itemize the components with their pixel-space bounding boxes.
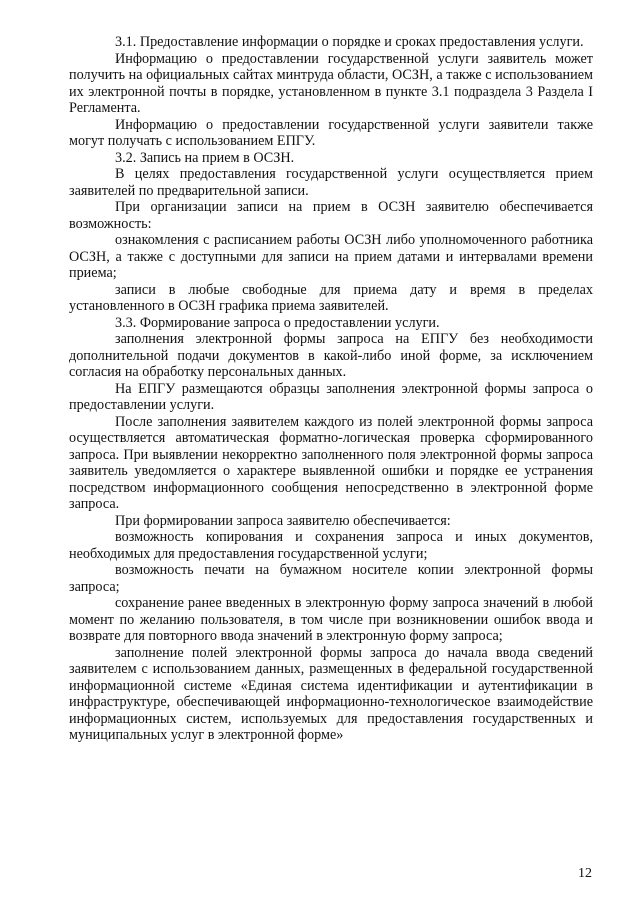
paragraph: Информацию о предоставлении государственной услуги заявители также могут получать с использованием ЕПГУ. (69, 116, 593, 149)
paragraph: ознакомления с расписанием работы ОСЗН либо уполномоченного работника ОСЗН, а также с доступными для записи на прием датами и интервалами времени приема; (69, 232, 593, 281)
paragraph: заполнения электронной формы запроса на ЕПГУ без необходимости дополнительной подачи документов в какой-либо иной форме, за исключением согласия на обработку персональных данных. (69, 331, 593, 380)
paragraph: При формировании запроса заявителю обеспечивается: (115, 512, 451, 529)
paragraph: После заполнения заявителем каждого из полей электронной формы запроса осуществляется автоматическая форматно-логическая проверка сформированного запроса. При выявлении некорректно заполненного поля электронной формы запроса заявитель уведомляется о характере выявленной ошибки и порядке ее устранения посредством информационного сообщения непосредственно в электронной форме запроса. (69, 413, 593, 512)
paragraph: возможность печати на бумажном носителе копии электронной формы запроса; (69, 562, 593, 595)
paragraph: Информацию о предоставлении государственной услуги заявитель может получить на официальных сайтах минтруда области, ОСЗН, а также с использованием их электронной почты в порядке, установленном в пункте 3.1 подраздела 3 Раздела I Регламента. (69, 50, 593, 116)
paragraph: 3.1. Предоставление информации о порядке и сроках предоставления услуги. (115, 34, 584, 50)
paragraph: заполнение полей электронной формы запроса до начала ввода сведений заявителем с использованием данных, размещенных в федеральной государственной информационной системе «Единая система идентификации и аутентификации в инфраструктуре, обеспечивающей информационно-технологическое взаимодействие информационных систем, используемых для предоставления государственных и муниципальных услуг в электронной форме» (69, 644, 593, 743)
paragraph: записи в любые свободные для приема дату и время в пределах установленного в ОСЗН графика приема заявителей. (69, 281, 593, 314)
page-number: 12 (578, 866, 592, 881)
paragraph: На ЕПГУ размещаются образцы заполнения электронной формы запроса о предоставлении услуги. (69, 380, 593, 413)
paragraph: В целях предоставления государственной услуги осуществляется прием заявителей по предварительной записи. (69, 166, 593, 199)
paragraph: 3.3. Формирование запроса о предоставлении услуги. (115, 314, 440, 331)
paragraph: сохранение ранее введенных в электронную форму запроса значений в любой момент по желанию пользователя, в том числе при возникновении ошибок ввода и возврате для повторного ввода значений в электронную форму запроса; (69, 595, 593, 644)
paragraph: При организации записи на прием в ОСЗН заявителю обеспечивается возможность: (69, 199, 593, 232)
paragraph: возможность копирования и сохранения запроса и иных документов, необходимых для предоставления государственной услуги; (69, 529, 593, 562)
paragraph: 3.2. Запись на прием в ОСЗН. (115, 149, 295, 166)
document-body (69, 34, 593, 744)
